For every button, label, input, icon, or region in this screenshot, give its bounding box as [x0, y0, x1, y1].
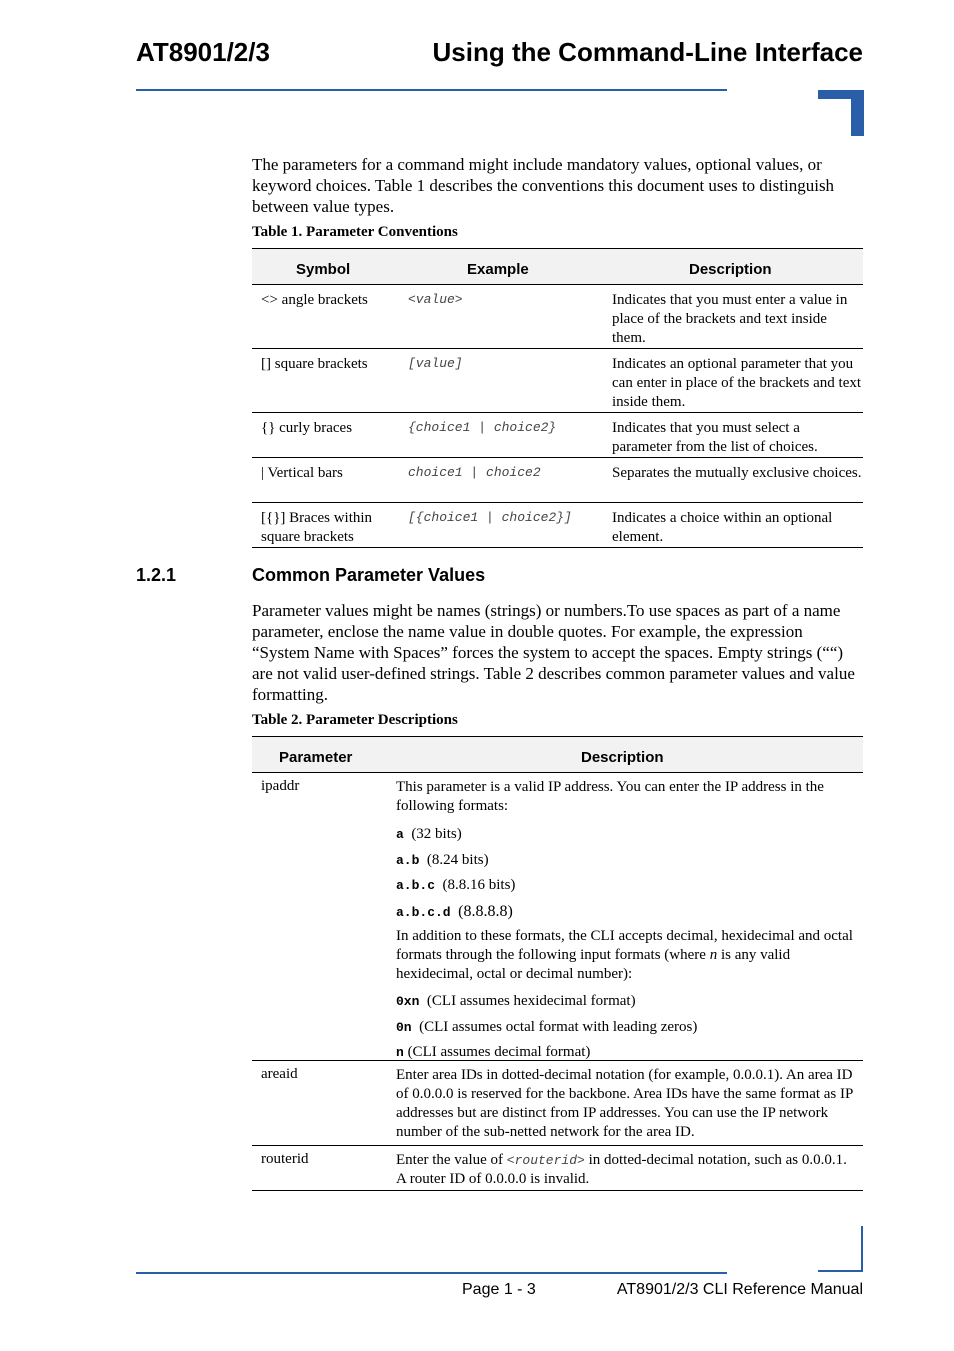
- format-note: (8.24 bits): [426, 852, 489, 868]
- header-corner-mark-side: [851, 90, 864, 136]
- input-line: [396, 1018, 697, 1037]
- document-title: AT8901/2/3 CLI Reference Manual: [616, 1281, 863, 1298]
- section-paragraph: Parameter values might be names (strings) or numbers.To use spaces as part of a name parameter, enclose the name value in double quotes. For example, the expression “System Name with Spaces” forces the system to accept the spaces. Empty strings (““) are not valid user-defined strings. Table 2 describes common parameter values and value formatting.: [252, 601, 855, 704]
- column-header-symbol: Symbol: [296, 261, 351, 278]
- input-code: 0xn: [396, 994, 420, 1009]
- example-cell: [value]: [408, 356, 463, 371]
- example-cell: {choice1 | choice2}: [408, 420, 557, 435]
- format-code: a.b: [396, 853, 420, 868]
- example-cell: choice1 | choice2: [408, 465, 541, 480]
- input-code: 0n: [396, 1020, 412, 1035]
- format-note: (32 bits): [411, 826, 462, 842]
- format-code: a.b.c: [396, 878, 436, 893]
- header-chapter-title: Using the Command-Line Interface: [432, 37, 863, 67]
- intro-paragraph: The parameters for a command might include mandatory values, optional values, or keyword choices. Table 1 describes the conventions this document uses to distinguish between value types.: [252, 155, 835, 216]
- addition-text: is any valid hexidecimal, octal or decimal number):: [396, 947, 791, 982]
- input-note: (CLI assumes decimal format): [407, 1044, 591, 1060]
- parameter-name: areaid: [261, 1066, 298, 1082]
- header-rule: [136, 89, 727, 91]
- example-cell: [{choice1 | choice2}]: [408, 510, 572, 525]
- addition-text: In addition to these formats, the CLI accepts decimal, hexidecimal and octal formats through the following input formats (where: [396, 928, 853, 963]
- parameter-name: ipaddr: [261, 778, 300, 794]
- parameter-description: [396, 1151, 858, 1189]
- addition-variable: n: [709, 947, 718, 963]
- table-row: [252, 349, 863, 413]
- format-line: [396, 851, 489, 870]
- table-row: [252, 285, 863, 349]
- example-cell: <value>: [408, 292, 463, 307]
- footer-corner-mark: [861, 1226, 863, 1272]
- description-cell: Indicates that you must select a parameter from the list of choices.: [612, 420, 818, 455]
- table-row-ipaddr: [252, 773, 863, 1061]
- format-note: (8.8.8.8): [458, 903, 513, 920]
- input-note: (CLI assumes octal format with leading zeros): [419, 1019, 698, 1035]
- column-header-parameter: Parameter: [279, 749, 353, 766]
- description-cell: Indicates that you must enter a value in place of the brackets and text inside them.: [612, 292, 848, 346]
- input-line: [396, 1043, 590, 1062]
- table-row: [252, 503, 863, 548]
- table-row-routerid: [252, 1146, 863, 1191]
- section-number: 1.2.1: [136, 565, 177, 585]
- input-note: (CLI assumes hexidecimal format): [426, 993, 636, 1009]
- format-code: a: [396, 827, 404, 842]
- column-header-description: Description: [689, 261, 772, 278]
- format-line: [396, 902, 513, 922]
- description-code: <routerid>: [506, 1153, 585, 1168]
- column-header-description: Description: [581, 749, 664, 766]
- table-header-row: [252, 737, 863, 773]
- table-row: [252, 413, 863, 458]
- table-row: [252, 458, 863, 503]
- description-cell: Separates the mutually exclusive choices.: [612, 465, 862, 481]
- section-title: Common Parameter Values: [252, 565, 486, 585]
- table2-caption: Table 2. Parameter Descriptions: [252, 712, 458, 728]
- parameter-description: Enter area IDs in dotted-decimal notation (for example, 0.0.0.1). An area ID of 0.0.0.0 is reserved for the backbone. Area IDs have the same format as IP addresses but are distinct from IP addresses. You can use the IP network number of the sub-netted network for the area ID.: [396, 1067, 853, 1140]
- symbol-cell: [{}] Braces within square brackets: [261, 510, 373, 545]
- page-number: Page 1 - 3: [462, 1281, 536, 1298]
- ipaddr-intro: This parameter is a valid IP address. You can enter the IP address in the following formats:: [396, 779, 824, 814]
- symbol-cell: [] square brackets: [261, 356, 368, 372]
- table-header-row: [252, 249, 863, 285]
- parameter-conventions-table: [252, 248, 863, 548]
- input-line: [396, 992, 636, 1011]
- symbol-cell: {} curly braces: [261, 420, 353, 436]
- input-code: n: [396, 1045, 404, 1060]
- header-product: AT8901/2/3: [136, 37, 270, 67]
- parameter-descriptions-table: [252, 736, 863, 1191]
- symbol-cell: <> angle brackets: [261, 292, 368, 308]
- table-row-areaid: [252, 1061, 863, 1146]
- format-note: (8.8.16 bits): [442, 877, 516, 893]
- format-line: [396, 825, 462, 844]
- format-code: a.b.c.d: [396, 905, 451, 920]
- ipaddr-addition: [396, 927, 858, 984]
- description-text: in dotted-decimal notation, such as 0.0.0.1. A router ID of 0.0.0.0 is invalid.: [396, 1152, 847, 1187]
- description-cell: Indicates a choice within an optional element.: [612, 510, 833, 545]
- description-text: Enter the value of: [396, 1152, 507, 1168]
- footer-corner-mark-bottom: [818, 1270, 863, 1272]
- column-header-example: Example: [467, 261, 529, 278]
- symbol-cell: | Vertical bars: [261, 465, 343, 481]
- parameter-name: routerid: [261, 1151, 309, 1167]
- format-line: [396, 876, 515, 895]
- description-cell: Indicates an optional parameter that you can enter in place of the brackets and text inside them.: [612, 356, 862, 410]
- table1-caption: Table 1. Parameter Conventions: [252, 224, 458, 240]
- footer-rule: [136, 1272, 727, 1274]
